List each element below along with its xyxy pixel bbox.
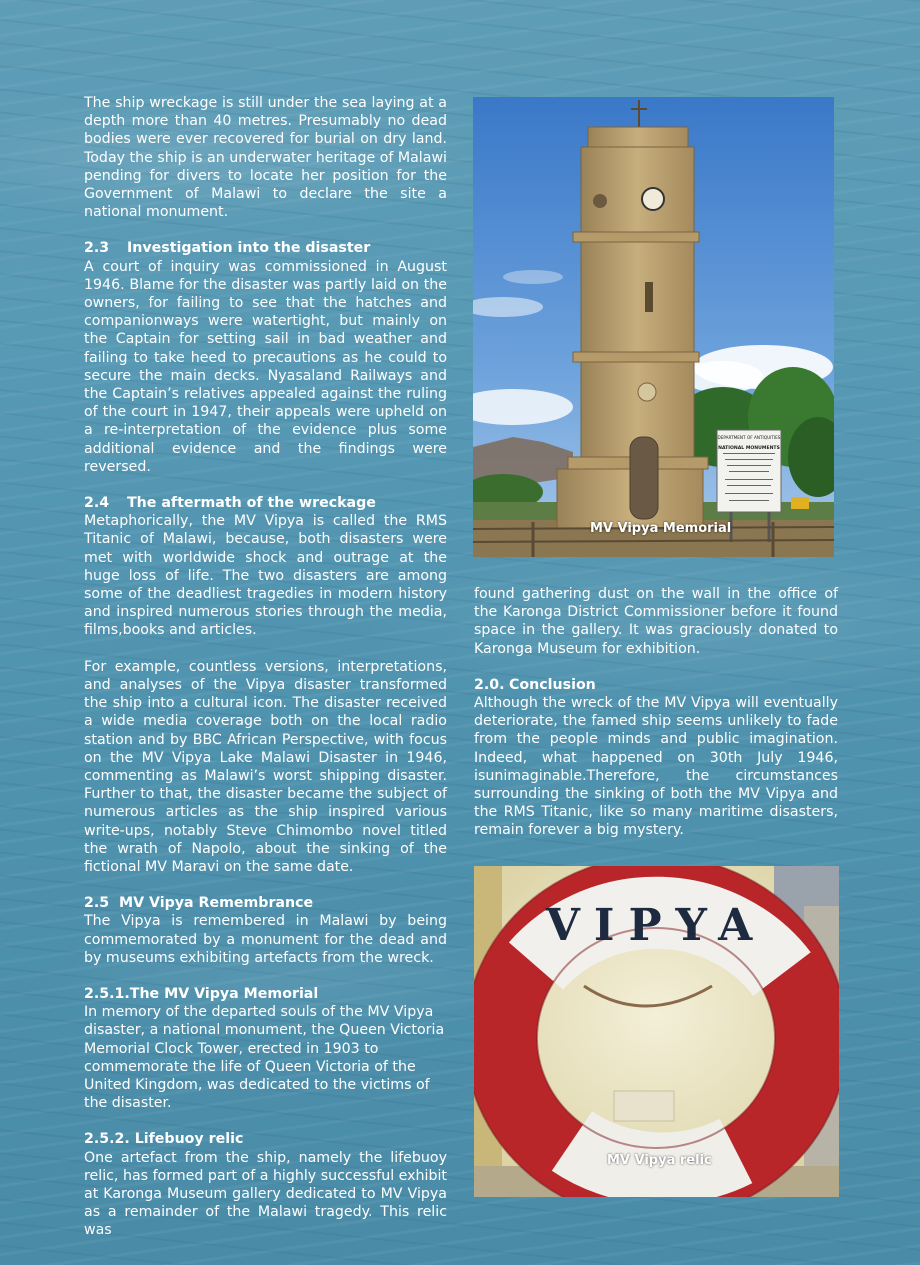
section-2-4-body: Metaphorically, the MV Vipya is called the RMS Titanic of Malawi, because, both disasters were met with worldwide shock and outrage at the huge loss of life. The two disasters are among some of the deadliest tragedies in modern history and inspired numerous stories through the media, films,books and articles. bbox=[84, 513, 447, 639]
intro-paragraph: The ship wreckage is still under the sea laying at a depth more than 40 metres. Presumably no dead bodies were ever recovered for burial on dry land. Today the ship is an underwater heritage of Malawi pending for divers to locate her position for the Government of Malawi to declare the site a national monument. bbox=[84, 95, 447, 221]
section-2-5-body: The Vipya is remembered in Malawi by being commemorated by a monument for the dead and by museums exhibiting artefacts from the wreck. bbox=[84, 913, 447, 966]
lifebuoy-lettering: VIPYA bbox=[545, 900, 767, 951]
section-2-5-1-heading: 2.5.1.The MV Vipya Memorial bbox=[84, 985, 319, 1002]
section-title: Investigation into the disaster bbox=[127, 240, 371, 257]
section-2-4-body-continued: For example, countless versions, interpretations, and analyses of the Vipya disaster transformed the ship into a cultural icon. The disaster received a wide media coverage both on the local radio station and by BBC African Perspective, with focus on the MV Vipya Lake Malawi Disaster in 1946, commenting as Malawi’s worst shipping disaster. Further to that, the disaster became the subject of numerous articles as the ship inspired various write-ups, notably Steve Chimombo novel titled the wrath of Napolo, about the sinking of the fictional MV Maravi on the same date. bbox=[84, 658, 447, 875]
lifebuoy-continuation: found gathering dust on the wall in the office of the Karonga District Commissioner before it found space in the gallery. It was graciously donated to Karonga Museum for exhibition. bbox=[474, 586, 838, 657]
conclusion-heading bbox=[474, 676, 838, 694]
section-2-5-2-heading: 2.5.2. Lifebuoy relic bbox=[84, 1131, 244, 1148]
section-title: MV Vipya Remembrance bbox=[119, 895, 314, 912]
sign-title: DEPARTMENT OF ANTIQUITIES bbox=[717, 435, 781, 440]
section-2-3-body: A court of inquiry was commissioned in August 1946. Blame for the disaster was partly laid on the owners, for failing to see that the hatches and companionways were watertight, but mainly on the Captain for setting sail in bad weather and failing to take heed to precautions as he could to secure the main decks. Nyasaland Railways and the Captain’s relatives appealed against the ruling of the court in 1947, their appeals were upheld on a re-interpretation of the evidence plus some additional evidence and the findings were reversed. bbox=[84, 258, 447, 475]
section-title: The aftermath of the wreckage bbox=[127, 495, 376, 512]
left-column bbox=[84, 94, 447, 1240]
section-2-5-1-body: In memory of the departed souls of the MV Vipya disaster, a national monument, the Queen Victoria Memorial Clock Tower, erected in 1903 to commemorate the life of Queen Victoria of the United Kingdom, was dedicated to the victims of the disaster. bbox=[84, 1004, 445, 1112]
section-number: 2.0. bbox=[474, 676, 505, 693]
lifebuoy-illustration bbox=[474, 866, 839, 1197]
section-2-4-heading bbox=[84, 494, 447, 512]
conclusion-body: Although the wreck of the MV Vipya will eventually deteriorate, the famed ship seems unlikely to fade from the people minds and public imagination. Indeed, what happened on 30th July 1946, isunimaginable.Therefore, the circumstances surrounding the sinking of both the MV Vipya and the RMS Titanic, like so many maritime disasters, remain forever a big mystery. bbox=[474, 695, 838, 839]
lifebuoy-photo bbox=[474, 866, 839, 1197]
section-number: 2.5 bbox=[84, 895, 110, 912]
section-number: 2.3 bbox=[84, 240, 110, 257]
section-2-5-heading bbox=[84, 894, 447, 912]
section-2-3-heading bbox=[84, 239, 447, 257]
section-2-5-2-body: One artefact from the ship, namely the lifebuoy relic, has formed part of a highly successful exhibit at Karonga Museum gallery dedicated to MV Vipya as a remainder of the Malawi tragedy. This relic was bbox=[84, 1149, 447, 1239]
sign-heading: NATIONAL MONUMENTS bbox=[718, 446, 780, 451]
memorial-tower-photo bbox=[473, 97, 834, 557]
tower-caption: MV Vipya Memorial bbox=[590, 521, 732, 536]
buoy-caption: MV Vipya relic bbox=[607, 1153, 712, 1168]
section-title: Conclusion bbox=[509, 676, 596, 693]
section-number: 2.4 bbox=[84, 495, 110, 512]
right-column bbox=[474, 585, 838, 840]
memorial-tower-illustration bbox=[473, 97, 834, 557]
